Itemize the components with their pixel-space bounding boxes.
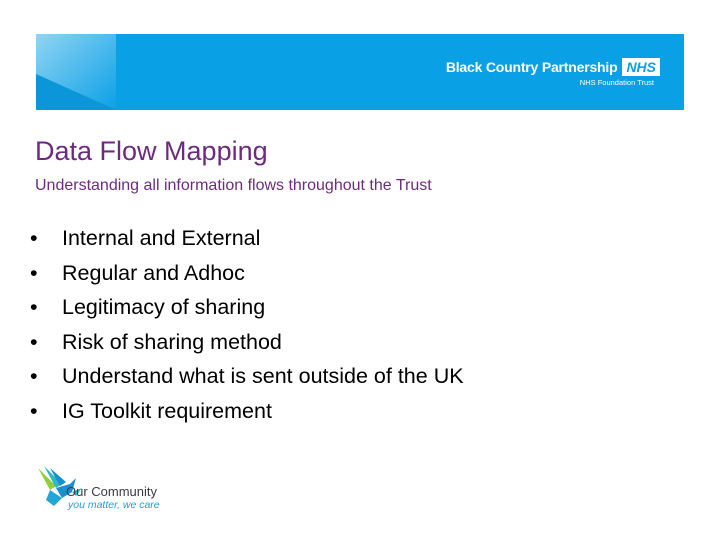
slide-subtitle: Understanding all information flows throughout the Trust <box>35 177 432 194</box>
header-banner <box>36 34 684 110</box>
bullet-marker: • <box>30 226 38 250</box>
our-community-logo <box>36 464 186 516</box>
list-item <box>30 399 464 434</box>
org-subtitle: NHS Foundation Trust <box>579 78 654 87</box>
list-item <box>30 226 464 261</box>
list-item <box>30 295 464 330</box>
bullet-text: Internal and External <box>62 226 261 250</box>
bullet-text: Risk of sharing method <box>62 329 282 354</box>
bullet-text: Regular and Adhoc <box>62 260 245 285</box>
logo-tagline: you matter, we care <box>68 499 160 511</box>
banner-decoration <box>36 34 196 110</box>
bullet-text: Legitimacy of sharing <box>62 295 266 319</box>
bullet-marker: • <box>30 364 38 388</box>
bullet-marker: • <box>30 398 38 423</box>
logo-name: Our Community <box>66 484 158 499</box>
bullet-marker: • <box>30 329 38 354</box>
bullet-text: Understand what is sent outside of the UK <box>62 364 464 388</box>
bullet-list <box>30 226 464 433</box>
list-item <box>30 364 464 399</box>
bullet-text: IG Toolkit requirement <box>62 398 272 423</box>
bullet-marker: • <box>30 295 38 319</box>
nhs-logo: NHS <box>622 58 660 76</box>
list-item <box>30 261 464 296</box>
bullet-marker: • <box>30 260 38 285</box>
org-branding <box>446 58 660 87</box>
list-item <box>30 330 464 365</box>
slide-title: Data Flow Mapping <box>35 136 268 166</box>
org-name: Black Country Partnership <box>445 59 618 75</box>
